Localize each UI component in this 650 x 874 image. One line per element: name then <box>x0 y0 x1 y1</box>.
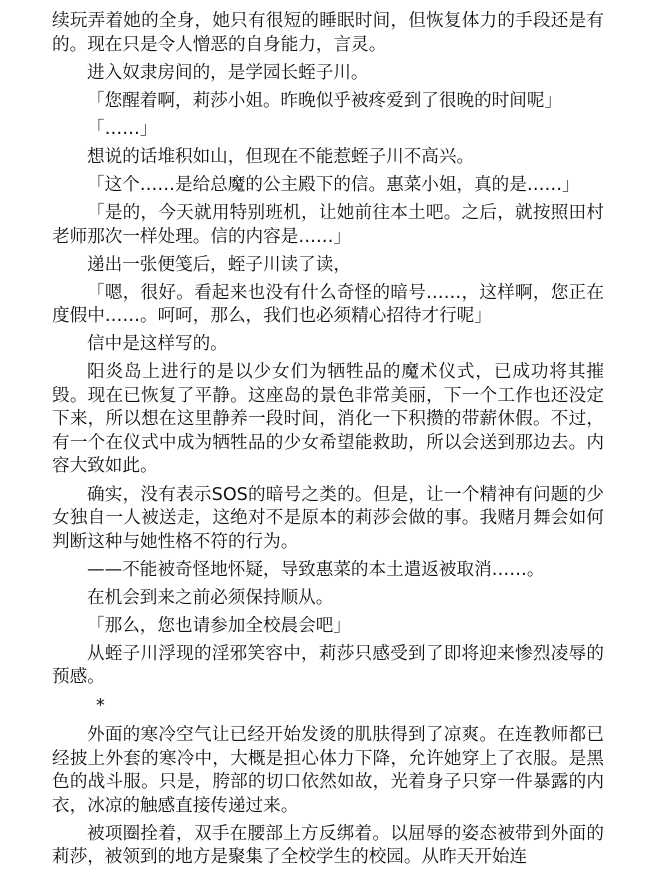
paragraph-5: 信中是这样写的。 <box>87 334 228 355</box>
paragraph-7: ——不能被奇怪地怀疑，导致惠菜的本土遣返被取消……。 <box>87 559 545 580</box>
paragraph-4: 递出一张便笺后，蛭子川读了读， <box>87 254 351 275</box>
dialogue-line-6: 「那么，您也请参加全校晨会吧」 <box>87 615 351 636</box>
dialogue-line-4: 「是的，今天就用特别班机，让她前往本土吧。之后，就按照田村老师那次一样处理。信的内容是……」 <box>52 203 604 247</box>
paragraph-9: 从蛭子川浮现的淫邪笑容中，莉莎只感受到了即将迎来惨烈凌辱的预感。 <box>52 643 604 688</box>
paragraph-2: 进入奴隶房间的，是学园长蛭子川。 <box>87 62 369 83</box>
dialogue-line-2: 「……」 <box>87 118 158 139</box>
dialogue-line-5: 「嗯，很好。看起来也没有什么奇怪的暗号……，这样啊，您正在度假中……。呵呵，那么，我们也必须精心招待才行呢」 <box>52 282 604 327</box>
paragraph-10: 外面的寒冷空气让已经开始发烫的肌肤得到了凉爽。在连教师都已经披上外套的寒冷中，大概是担心体力下降，允许她穿上了衣服。是黑色的战斗服。只是，胯部的切口依然如故，光着身子只穿一件暴露的内衣，冰凉的触感直接传递过来。 <box>52 725 604 816</box>
paragraph-11: 被项圈拴着，双手在腰部上方反绑着。以屈辱的姿态被带到外面的莉莎，被领到的地方是聚集了全校学生的校园。从昨天开始连 <box>52 823 604 868</box>
paragraph-3: 想说的话堆积如山，但现在不能惹蛭子川不高兴。 <box>87 146 475 167</box>
paragraph-letter-content: 阳炎岛上进行的是以少女们为牺牲品的魔术仪式，已成功将其摧毁。现在已恢复了平静。这座岛的景色非常美丽，下一个工作也还没定下来，所以想在这里静养一段时间，消化一下积攒的带薪休假。不过，有一个在仪式中成为牺牲品的少女希望能救助，所以会送到那边去。内容大致如此。 <box>52 362 604 477</box>
paragraph-8: 在机会到来之前必须保持顺从。 <box>87 587 334 608</box>
novel-page-body <box>52 10 604 874</box>
dialogue-line-1: 「您醒着啊，莉莎小姐。昨晚似乎被疼爱到了很晚的时间呢」 <box>87 90 563 111</box>
paragraph-6: 确实，没有表示SOS的暗号之类的。但是，让一个精神有问题的少女独自一人被送走，这绝对不是原本的莉莎会做的事。我赌月舞会如何判断这种与她性格不符的行为。 <box>52 484 604 552</box>
paragraph-1: 续玩弄着她的全身，她只有很短的睡眠时间，但恢复体力的手段还是有的。现在只是令人憎恶的自身能力，言灵。 <box>52 11 604 55</box>
dialogue-line-3: 「这个……是给总魔的公主殿下的信。惠菜小姐，真的是……」 <box>87 174 580 195</box>
scene-separator: * <box>96 695 105 716</box>
